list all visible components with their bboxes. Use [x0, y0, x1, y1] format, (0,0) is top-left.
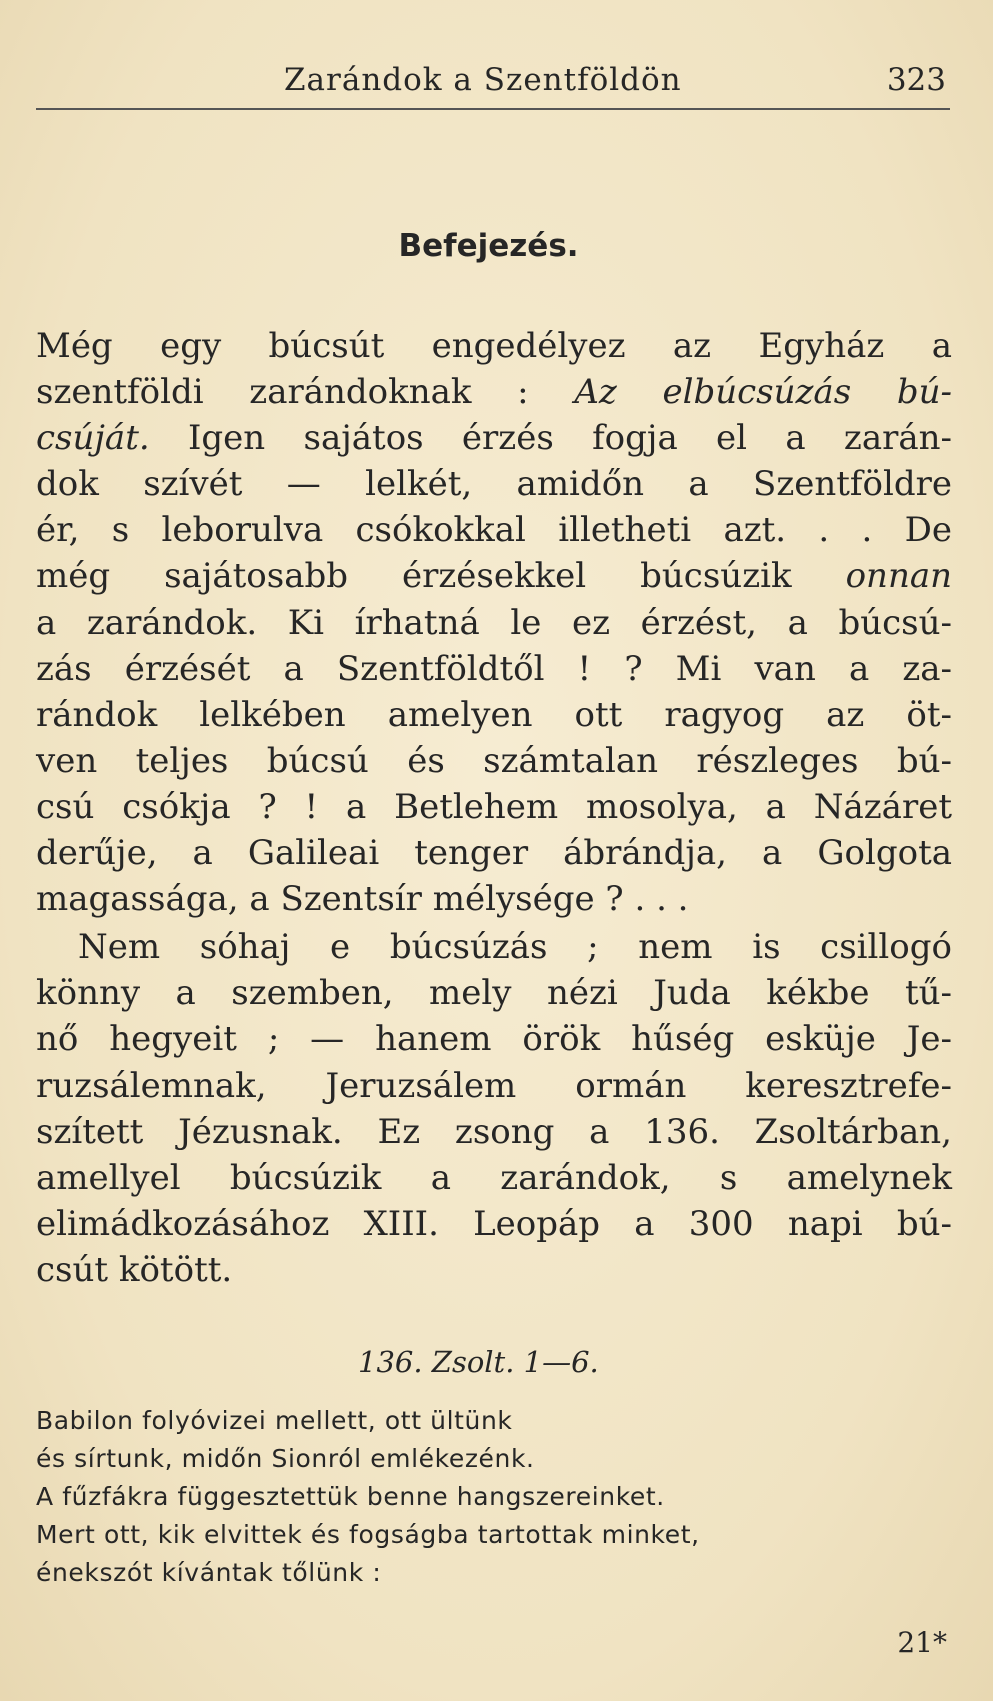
text-line: derűje, a Galileai tenger ábrándja, a Golgota — [36, 833, 952, 874]
psalm-verse — [36, 1402, 700, 1592]
verse-line: és sírtunk, midőn Sionról emlékezénk. — [36, 1444, 535, 1473]
verse-line: énekszót kívántak tőlünk : — [36, 1558, 382, 1587]
text-line: Nem sóhaj e búcsúzás ; nem is csillogó — [78, 927, 952, 968]
text-line: a zarándok. Ki írhatná le ez érzést, a búcsú- — [36, 602, 952, 643]
page-number: 323 — [886, 62, 946, 98]
text-line: csú csókja ? ! a Betlehem mosolya, a Názáret — [36, 786, 952, 827]
text-line: rándok lelkében amelyen ott ragyog az öt- — [36, 694, 952, 735]
psalm-reference: 136. Zsolt. 1—6. — [358, 1345, 599, 1379]
italic-phrase: csúját. — [36, 418, 150, 459]
verse-line: A fűzfákra függesztettük benne hangszereinket. — [36, 1482, 665, 1511]
text-line: Még egy búcsút engedélyez az Egyház a — [36, 326, 952, 366]
text-line: dok szívét — lelkét, amidőn a Szentföldre — [36, 464, 952, 505]
text-line: elimádkozásához XIII. Leopáp a 300 napi bú- — [36, 1203, 952, 1244]
text-line: amellyel búcsúzik a zarándok, s amelynek — [36, 1157, 952, 1198]
text-line: könny a szemben, mely nézi Juda kékbe tű- — [36, 973, 952, 1014]
text-line: még sajátosabb érzésekkel búcsúzik onnan — [36, 556, 953, 597]
verse-line: Babilon folyóvizei mellett, ott ültünk — [36, 1406, 513, 1435]
text-line: szített Jézusnak. Ez zsong a 136. Zsoltárban, — [36, 1111, 952, 1152]
text-line: csút kötött. — [36, 1249, 233, 1290]
text-line: zás érzését a Szentföldtől ! ? Mi van a za- — [36, 648, 952, 689]
italic-phrase: Az elbúcsúzás bú- — [574, 372, 952, 413]
text-line: csúját. Igen sajátos érzés fogja el a zarán- — [36, 418, 952, 459]
text-line: nő hegyeit ; — hanem örök hűség esküje Je- — [36, 1019, 952, 1060]
text-line: magassága, a Szentsír mélysége ? . . . — [36, 879, 689, 920]
body-text — [36, 323, 952, 1293]
text-line: ruzsálemnak, Jeruzsálem ormán keresztrefe- — [36, 1065, 952, 1106]
running-header — [36, 58, 950, 110]
italic-word: onnan — [845, 556, 953, 597]
verse-line: Mert ott, kik elvittek és fogságba tartottak minket, — [36, 1520, 700, 1549]
signature-mark: 21* — [897, 1626, 947, 1659]
section-heading: Befejezés. — [398, 228, 579, 264]
text-line: szentföldi zarándoknak : Az elbúcsúzás bú- — [36, 372, 952, 413]
text-line: ven teljes búcsú és számtalan részleges bú- — [36, 740, 952, 781]
text-line: ér, s leborulva csókokkal illetheti azt. . . De — [36, 510, 952, 551]
running-title: Zarándok a Szentföldön — [284, 62, 682, 98]
